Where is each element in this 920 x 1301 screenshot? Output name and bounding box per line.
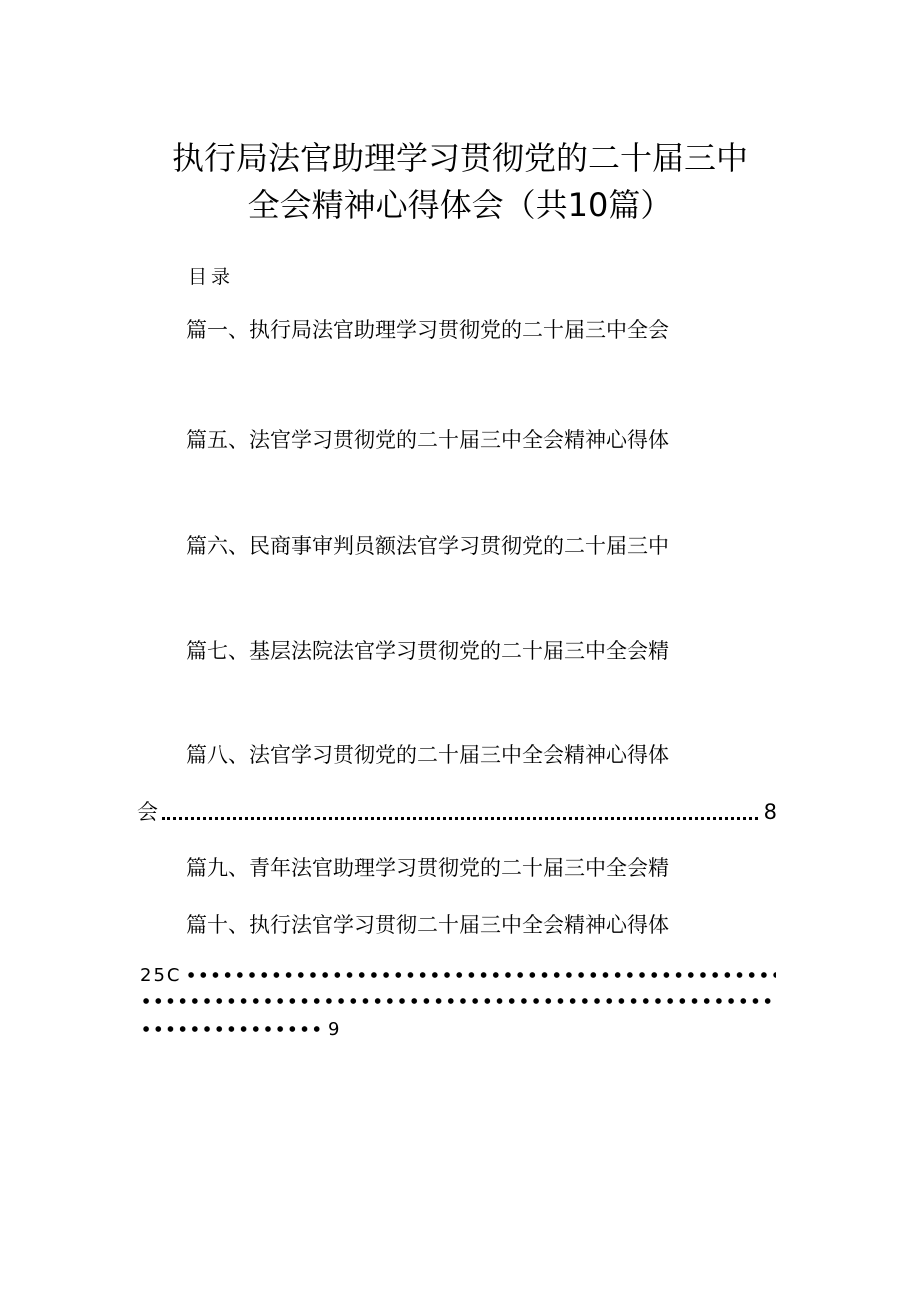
bullet-leader — [140, 998, 776, 1004]
toc-entry-5[interactable]: 篇五、法官学习贯彻党的二十届三中全会精神心得体 — [186, 428, 669, 452]
document-title-line-1: 执行局法官助理学习贯彻党的二十届三中 — [171, 139, 748, 177]
toc-entry-7[interactable]: 篇七、基层法院法官学习贯彻党的二十届三中全会精 — [186, 639, 669, 663]
toc-entry-10-page-number: 9 — [328, 1018, 340, 1040]
toc-heading: 目录 — [188, 266, 235, 288]
toc-entry-8[interactable]: 篇八、法官学习贯彻党的二十届三中全会精神心得体 — [186, 743, 669, 767]
toc-entry-10-continuation: 25C — [140, 964, 182, 986]
toc-entry-10-leader-row-1 — [140, 962, 776, 988]
document-title-line-2: 全会精神心得体会（共10篇） — [247, 186, 673, 224]
toc-entry-8-leader-row — [137, 797, 777, 827]
bullet-leader — [140, 1026, 324, 1032]
toc-entry-10-leader-row-3 — [140, 1016, 339, 1042]
toc-entry-6[interactable]: 篇六、民商事审判员额法官学习贯彻党的二十届三中 — [186, 534, 669, 558]
toc-entry-8-continuation: 会 — [137, 800, 158, 824]
toc-entry-10[interactable]: 篇十、执行法官学习贯彻二十届三中全会精神心得体 — [186, 913, 669, 937]
toc-entry-10-leader-row-2 — [140, 988, 776, 1014]
toc-entry-9[interactable]: 篇九、青年法官助理学习贯彻党的二十届三中全会精 — [186, 856, 669, 880]
bullet-leader — [185, 972, 776, 978]
toc-entry-1[interactable]: 篇一、执行局法官助理学习贯彻党的二十届三中全会 — [186, 318, 669, 342]
toc-entry-8-page-number: 8 — [763, 800, 777, 824]
dot-leader — [162, 817, 758, 820]
